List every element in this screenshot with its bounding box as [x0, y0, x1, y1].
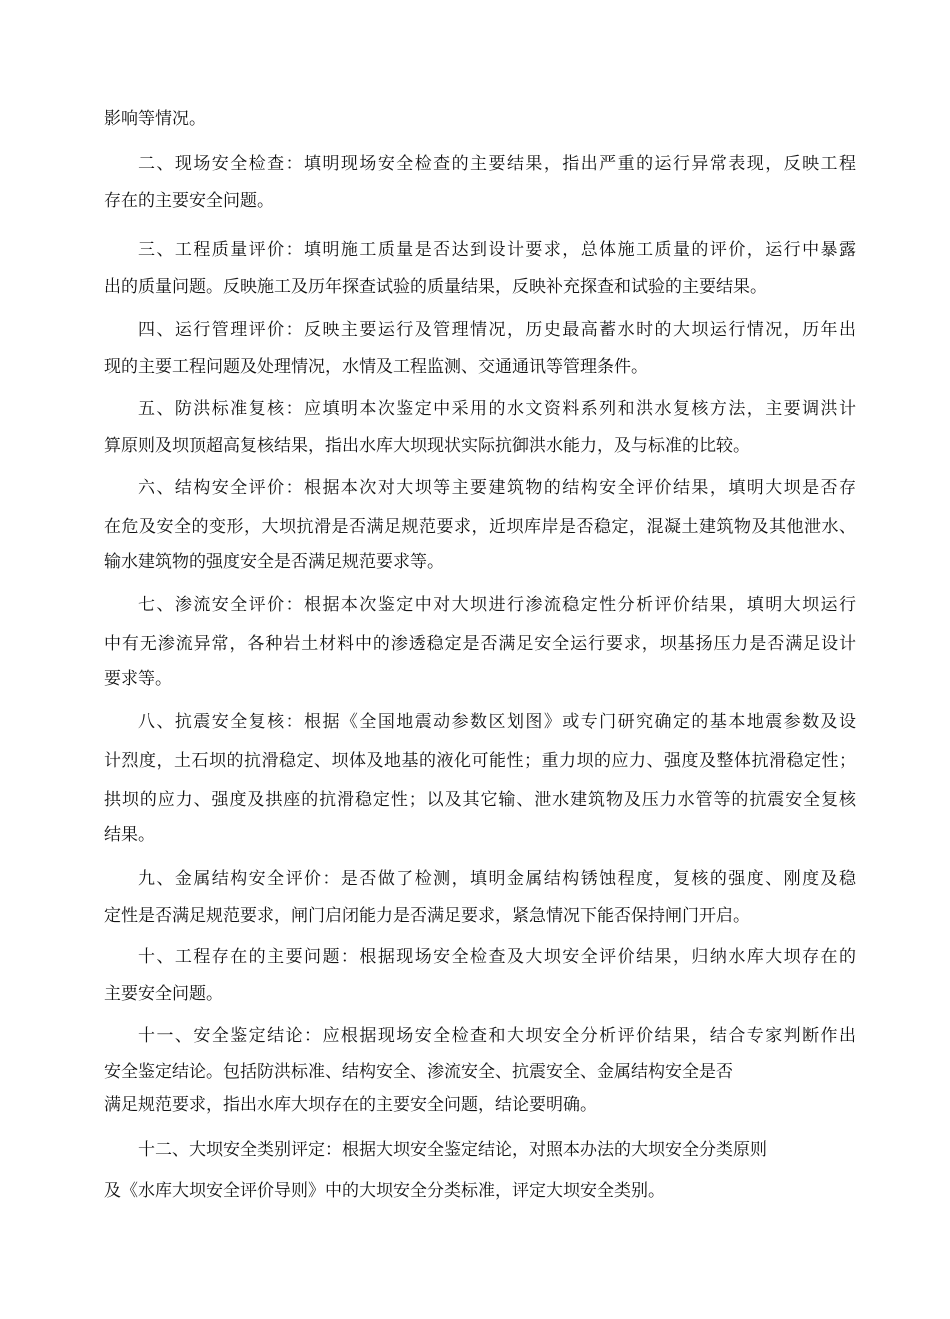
text-line: 十二、大坝安全类别评定：根据大坝安全鉴定结论，对照本办法的大坝安全分类原则 [138, 1140, 767, 1160]
text-line: 五、防洪标准复核：应填明本次鉴定中采用的水文资料系列和洪水复核方法，主要调洪计 [138, 399, 856, 419]
paragraph-continuation [104, 100, 856, 145]
text-line: 现的主要工程问题及处理情况，水情及工程监测、交通通讯等管理条件。 [104, 357, 648, 377]
paragraph-main-problems [104, 938, 856, 1017]
text-line: 三、工程质量评价：填明施工质量是否达到设计要求，总体施工质量的评价，运行中暴露 [138, 240, 856, 260]
text-line: 计烈度，土石坝的抗滑稳定、坝体及地基的液化可能性；重力坝的应力、强度及整体抗滑稳定性； [104, 751, 856, 771]
text-line: 中有无渗流异常，各种岩土材料中的渗透稳定是否满足安全运行要求，坝基扬压力是否满足设计 [104, 634, 856, 654]
text-line: 存在的主要安全问题。 [104, 191, 274, 211]
text-line: 六、结构安全评价：根据本次对大坝等主要建筑物的结构安全评价结果，填明大坝是否存 [138, 478, 856, 498]
text-line: 安全鉴定结论。包括防洪标准、结构安全、渗流安全、抗震安全、金属结构安全是否 [104, 1062, 733, 1082]
text-line: 定性是否满足规范要求，闸门启闭能力是否满足要求，紧急情况下能否保持闸门开启。 [104, 906, 750, 926]
paragraph-operation-management [104, 311, 856, 390]
text-line: 影响等情况。 [104, 109, 206, 129]
text-line: 及《水库大坝安全评价导则》中的大坝安全分类标准，评定大坝安全类别。 [104, 1181, 665, 1201]
paragraph-quality-evaluation [104, 231, 856, 311]
text-line: 输水建筑物的强度安全是否满足规范要求等。 [104, 552, 444, 572]
text-line: 主要安全问题。 [104, 984, 223, 1004]
text-line: 满足规范要求，指出水库大坝存在的主要安全问题，结论要明确。 [104, 1095, 597, 1115]
document-body [104, 100, 856, 1211]
paragraph-structural-safety [104, 469, 856, 586]
paragraph-appraisal-conclusion [104, 1017, 856, 1131]
text-line: 七、渗流安全评价：根据本次鉴定中对大坝进行渗流稳定性分析评价结果，填明大坝运行 [138, 595, 856, 615]
paragraph-safety-category [104, 1131, 856, 1211]
text-line: 十一、安全鉴定结论：应根据现场安全检查和大坝安全分析评价结果，结合专家判断作出 [138, 1026, 856, 1046]
text-line: 在危及安全的变形，大坝抗滑是否满足规范要求，近坝库岸是否稳定，混凝土建筑物及其他泄水、 [104, 517, 856, 537]
text-line: 八、抗震安全复核：根据《全国地震动参数区划图》或专门研究确定的基本地震参数及设 [138, 712, 856, 732]
text-line: 结果。 [104, 825, 155, 845]
text-line: 四、运行管理评价：反映主要运行及管理情况，历史最高蓄水时的大坝运行情况，历年出 [138, 320, 856, 340]
text-line: 算原则及坝顶超高复核结果，指出水库大坝现状实际抗御洪水能力，及与标准的比较。 [104, 436, 750, 456]
paragraph-metal-structure [104, 860, 856, 938]
paragraph-site-inspection [104, 145, 856, 231]
text-line: 拱坝的应力、强度及拱座的抗滑稳定性；以及其它输、泄水建筑物及压力水管等的抗震安全复核 [104, 790, 856, 810]
paragraph-flood-standard [104, 390, 856, 469]
paragraph-seismic-safety [104, 703, 856, 860]
text-line: 十、工程存在的主要问题：根据现场安全检查及大坝安全评价结果，归纳水库大坝存在的 [138, 947, 856, 967]
text-line: 要求等。 [104, 669, 172, 689]
text-line: 出的质量问题。反映施工及历年探查试验的质量结果，反映补充探查和试验的主要结果。 [104, 277, 767, 297]
text-line: 二、现场安全检查：填明现场安全检查的主要结果，指出严重的运行异常表现，反映工程 [138, 154, 856, 174]
text-line: 九、金属结构安全评价：是否做了检测，填明金属结构锈蚀程度，复核的强度、刚度及稳 [138, 869, 856, 889]
paragraph-seepage-safety [104, 586, 856, 703]
